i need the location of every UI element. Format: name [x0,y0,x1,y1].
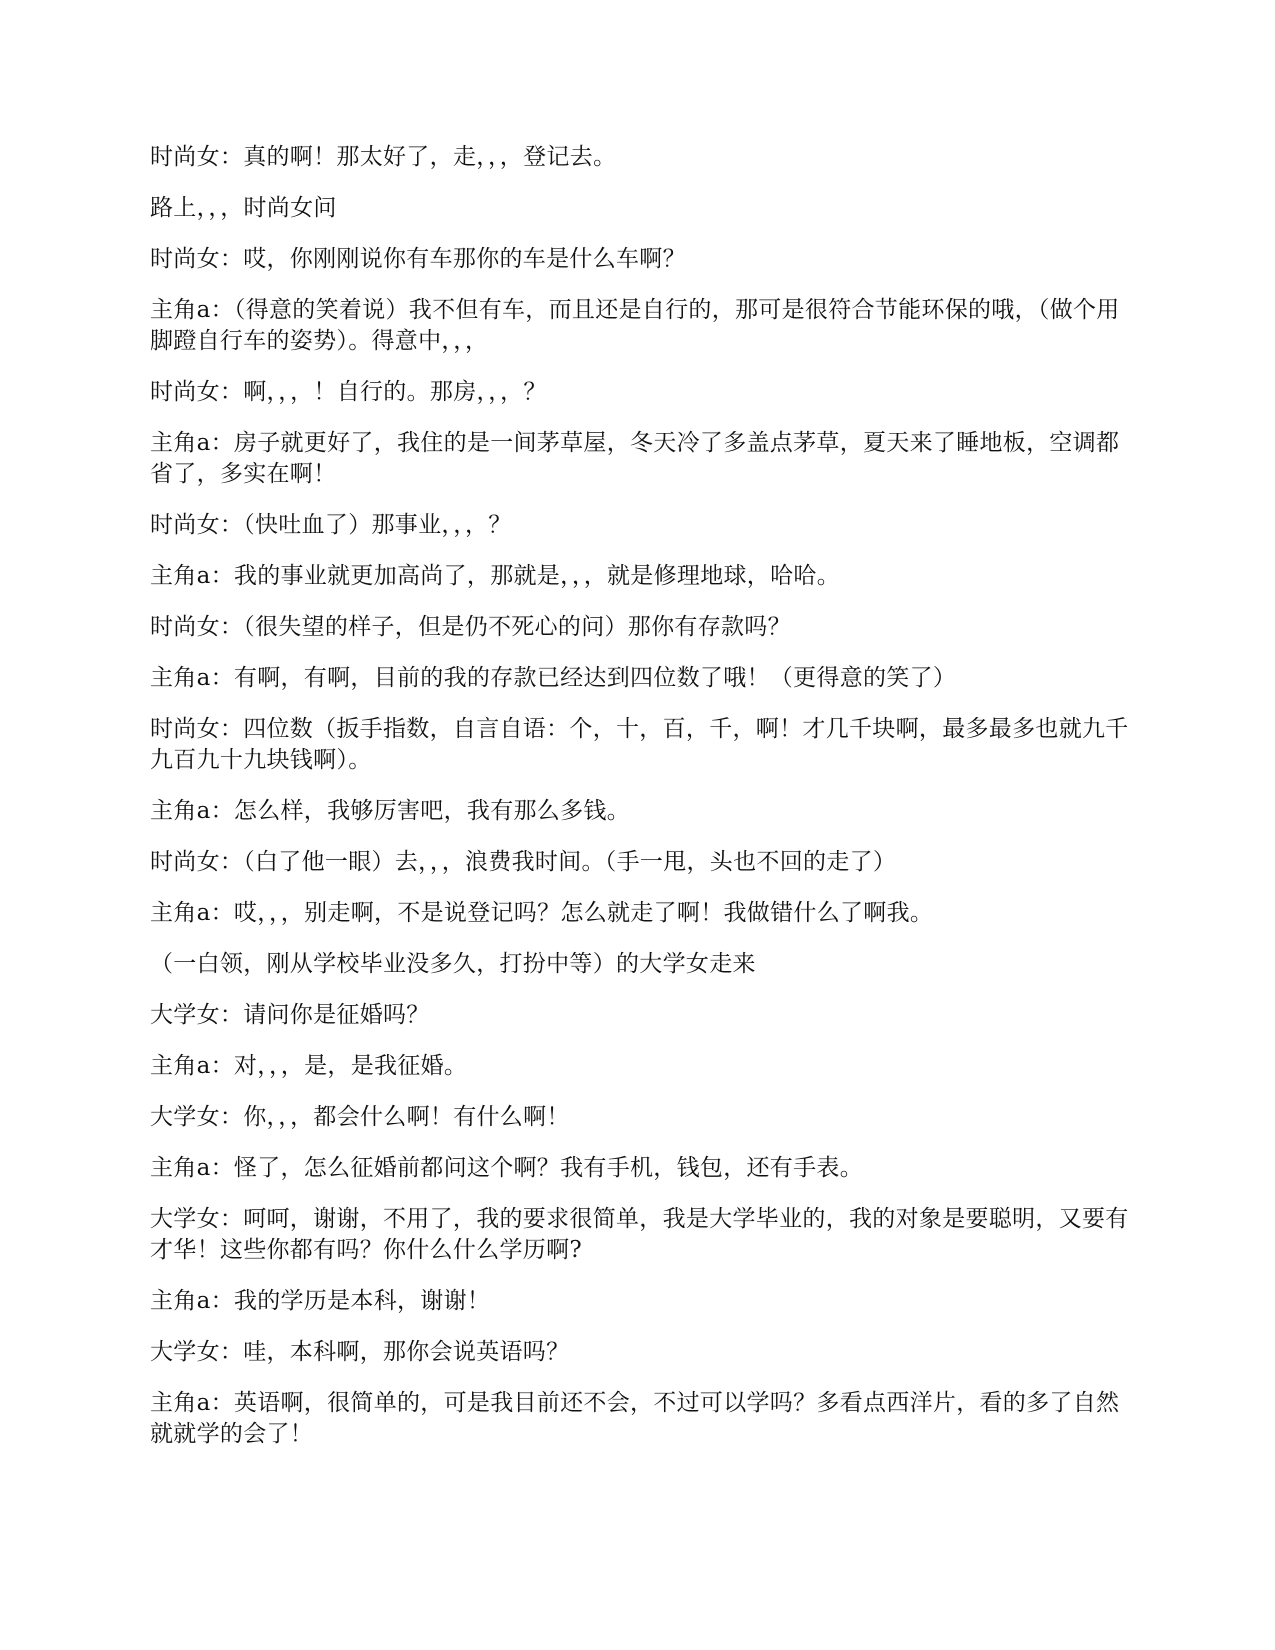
paragraph: 大学女：呵呵，谢谢，不用了，我的要求很简单，我是大学毕业的，我的对象是要聪明，又要有才华！这些你都有吗？你什么什么学历啊? [150,1206,1129,1263]
paragraph: 主角a：英语啊，很简单的，可是我目前还不会，不过可以学吗？多看点西洋片，看的多了自然就就学的会了！ [150,1390,1120,1447]
paragraph: 主角a：我的事业就更加高尚了，那就是，，，就是修理地球，哈哈。 [150,563,841,589]
paragraph: （一白领，刚从学校毕业没多久，打扮中等）的大学女走来 [150,951,756,977]
paragraph: 时尚女：啊，，，！自行的。那房，，，？ [150,379,547,405]
paragraph: 路上，，，时尚女问 [150,195,337,221]
paragraph: 主角a：（得意的笑着说）我不但有车，而且还是自行的，那可是很符合节能环保的哦，（做个用脚蹬自行车的姿势）。得意中，，， [150,297,1120,354]
paragraph: 时尚女：（很失望的样子，但是仍不死心的问）那你有存款吗？ [150,614,791,640]
paragraph: 主角a：房子就更好了，我住的是一间茅草屋，冬天冷了多盖点茅草，夏天来了睡地板，空调都省了，多实在啊！ [150,430,1120,487]
paragraph: 时尚女：哎，你刚刚说你有车那你的车是什么车啊？ [150,246,686,272]
paragraph: 主角a：对，，，是，是我征婚。 [150,1053,468,1079]
document-body [150,142,1130,1470]
paragraph: 主角a：哎，，，别走啊，不是说登记吗？怎么就走了啊！我做错什么了啊我。 [150,900,934,926]
paragraph: 主角a：怪了，怎么征婚前都问这个啊？我有手机，钱包，还有手表。 [150,1155,864,1181]
paragraph: 主角a：我的学历是本科，谢谢！ [150,1288,491,1314]
paragraph: 大学女：哇，本科啊，那你会说英语吗？ [150,1339,570,1365]
paragraph: 大学女：请问你是征婚吗？ [150,1002,430,1028]
paragraph: 时尚女：（快吐血了）那事业，，，？ [150,512,512,538]
paragraph: 时尚女：四位数（扳手指数，自言自语：个，十，百，千，啊！才几千块啊，最多最多也就九千九百九十九块钱啊）。 [150,716,1129,773]
paragraph: 时尚女：（白了他一眼）去，，，浪费我时间。（手一甩，头也不回的走了） [150,849,897,875]
paragraph: 大学女：你，，，都会什么啊！有什么啊！ [150,1104,570,1130]
paragraph: 主角a：有啊，有啊，目前的我的存款已经达到四位数了哦！（更得意的笑了） [150,665,957,691]
paragraph: 时尚女：真的啊！那太好了，走，，，登记去。 [150,144,617,170]
paragraph: 主角a：怎么样，我够厉害吧，我有那么多钱。 [150,798,631,824]
